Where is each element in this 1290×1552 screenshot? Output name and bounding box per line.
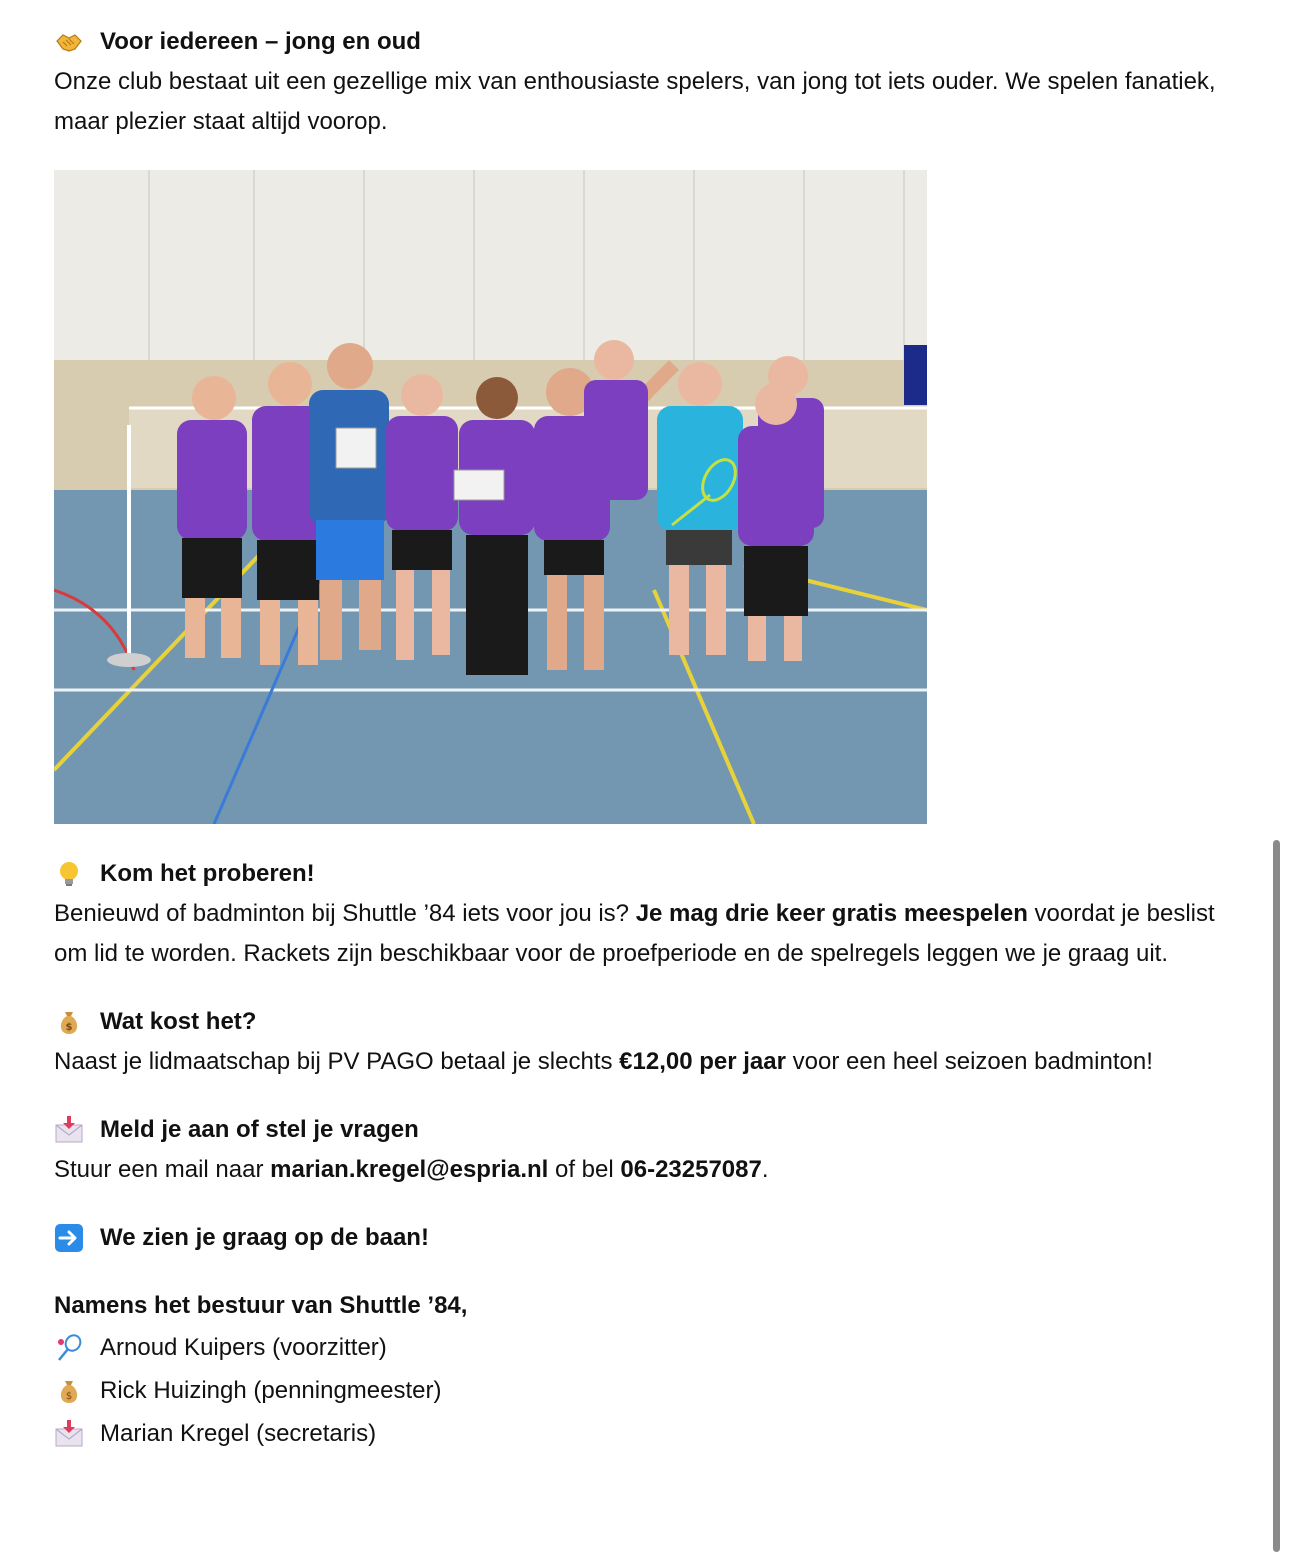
signature-member [54, 1326, 1234, 1369]
heading-closing [54, 1218, 1234, 1258]
right-arrow-icon [54, 1223, 84, 1253]
heading-cost [54, 1002, 1234, 1042]
badminton-icon [54, 1333, 84, 1363]
signature-member-name: Rick Huizingh (penningmeester) [100, 1376, 442, 1404]
phone-number[interactable]: 06-23257087 [620, 1156, 762, 1183]
envelope-arrow-icon [54, 1115, 84, 1145]
heading-signup [54, 1110, 1234, 1150]
envelope-arrow-icon [54, 1419, 84, 1449]
handshake-icon [54, 27, 84, 57]
signature-member [54, 1412, 1234, 1455]
signature-member-name: Arnoud Kuipers (voorzitter) [100, 1333, 387, 1361]
heading-everyone [54, 22, 1234, 62]
email-link[interactable]: marian.kregel@espria.nl [270, 1156, 549, 1183]
svg-text:$: $ [65, 1390, 73, 1402]
signature-intro: Namens het bestuur van Shuttle ’84, [54, 1292, 468, 1319]
heading-signup-text: Meld je aan of stel je vragen [100, 1116, 419, 1143]
document [54, 22, 1234, 1455]
svg-text:$: $ [65, 1022, 73, 1033]
heading-closing-text: We zien je graag op de baan! [100, 1224, 429, 1251]
paragraph-everyone: Onze club bestaat uit een gezellige mix van enthousiaste spelers, van jong tot iets ouder. We spelen fanatiek, maar plezier staat altijd voorop. [54, 68, 1216, 135]
heading-everyone-text: Voor iedereen – jong en oud [100, 28, 421, 55]
paragraph-signup: Stuur een mail naar marian.kregel@espria.nl of bel 06-23257087. [54, 1156, 769, 1183]
paragraph-cost: Naast je lidmaatschap bij PV PAGO betaal je slechts €12,00 per jaar voor een heel seizoen badminton! [54, 1048, 1153, 1075]
vertical-scrollbar[interactable] [1273, 840, 1280, 1552]
signature-member-name: Marian Kregel (secretaris) [100, 1419, 377, 1447]
lightbulb-icon [54, 859, 84, 889]
money-bag-icon [54, 1376, 84, 1406]
heading-try-text: Kom het proberen! [100, 860, 315, 887]
heading-try [54, 854, 1234, 894]
signature-member [54, 1369, 1234, 1412]
paragraph-try: Benieuwd of badminton bij Shuttle ’84 iets voor jou is? Je mag drie keer gratis meespelen voordat je beslist om lid te worden. Rackets zijn beschikbaar voor de proefperiode en de spelregels leggen we je graag uit. [54, 900, 1215, 967]
money-bag-icon [54, 1007, 84, 1037]
team-photo [54, 170, 927, 824]
heading-cost-text: Wat kost het? [100, 1008, 257, 1035]
